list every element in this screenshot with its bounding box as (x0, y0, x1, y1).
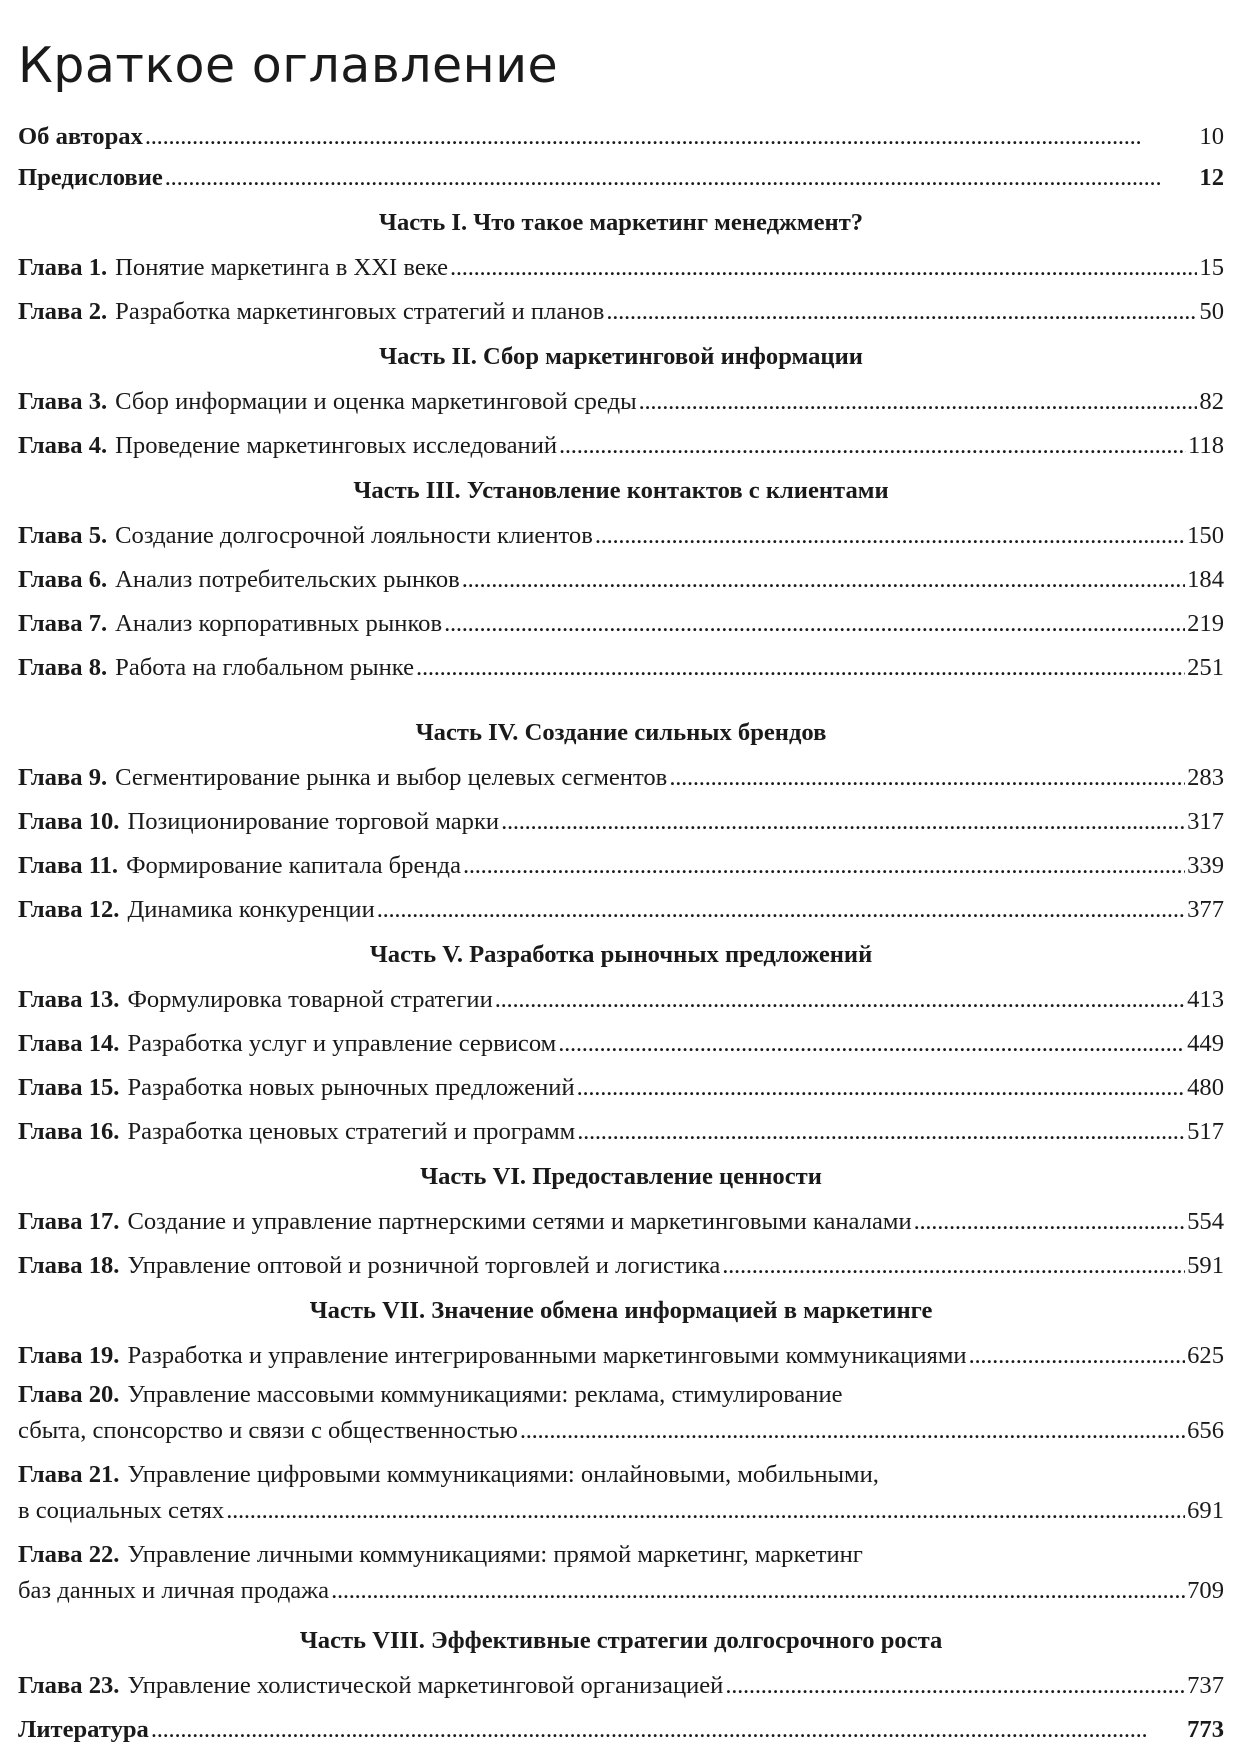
chapter-title: Анализ потребительских рынков (115, 566, 460, 593)
dot-leader (722, 1244, 1185, 1288)
part-heading: Часть I. Что такое маркетинг менеджмент? (378, 209, 864, 236)
chapter-title: Проведение маркетинговых исследований (115, 432, 558, 459)
chapter-label: Глава 23. (18, 1672, 120, 1699)
chapter-label: Глава 9. (18, 764, 108, 791)
entry-line-2 (18, 1492, 1224, 1530)
dot-leader (577, 1110, 1185, 1154)
part-heading: Часть III. Установление контактов с клиентами (353, 477, 889, 504)
toc-entry[interactable] (18, 844, 1224, 888)
toc-entry[interactable] (18, 1066, 1224, 1110)
toc-entry[interactable] (18, 756, 1224, 800)
toc-entry[interactable] (18, 1022, 1224, 1066)
chapter-title: Анализ корпоративных рынков (115, 610, 443, 637)
dot-leader (495, 978, 1185, 1022)
chapter-title: Сбор информации и оценка маркетинговой среды (115, 388, 637, 415)
toc-entry[interactable] (18, 1244, 1224, 1288)
chapter-title: Управление цифровыми коммуникациями: онлайновыми, мобильными, (127, 1461, 879, 1488)
toc-entry[interactable] (18, 1334, 1224, 1378)
chapter-title: Управление личными коммуникациями: прямой маркетинг, маркетинг (127, 1541, 863, 1568)
dot-leader (725, 1664, 1185, 1708)
dot-leader (669, 756, 1185, 800)
toc-entry[interactable] (18, 514, 1224, 558)
page-number: 656 (1187, 1417, 1224, 1444)
dot-leader (331, 1572, 1185, 1610)
entry-title: Предисловие (18, 164, 163, 191)
page-number: 625 (1187, 1342, 1224, 1369)
chapter-label: Глава 11. (18, 852, 119, 879)
dot-leader (165, 156, 1198, 200)
table-of-contents (18, 118, 1224, 1752)
dot-leader (577, 1066, 1186, 1110)
chapter-label: Глава 19. (18, 1342, 120, 1369)
toc-entry[interactable] (18, 646, 1224, 690)
page-number: 184 (1187, 566, 1224, 593)
entry-line-1 (18, 1458, 1224, 1492)
chapter-title: Формирование капитала бренда (126, 852, 461, 879)
toc-entry[interactable] (18, 1200, 1224, 1244)
toc-entry[interactable] (18, 118, 1224, 156)
part-heading: Часть VII. Значение обмена информацией в маркетинге (309, 1297, 933, 1324)
page-number: 737 (1187, 1672, 1224, 1699)
toc-entry[interactable] (18, 246, 1224, 290)
entry-title: Литература (18, 1716, 149, 1743)
chapter-title: Разработка ценовых стратегий и программ (127, 1118, 576, 1145)
part-heading: Часть VIII. Эффективные стратегии долгосрочного роста (299, 1627, 943, 1654)
dot-leader (462, 558, 1185, 602)
page-number: 413 (1187, 986, 1224, 1013)
chapter-label: Глава 7. (18, 610, 108, 637)
chapter-title: Разработка маркетинговых стратегий и планов (115, 298, 605, 325)
chapter-title-continued: в социальных сетях (18, 1497, 225, 1524)
page-number: 118 (1188, 432, 1224, 459)
chapter-label: Глава 2. (18, 298, 108, 325)
page-number: 709 (1187, 1577, 1224, 1604)
chapter-label: Глава 14. (18, 1030, 120, 1057)
toc-entry[interactable] (18, 290, 1224, 334)
page-number: 449 (1187, 1030, 1224, 1057)
page-number: 317 (1187, 808, 1224, 835)
page-number: 150 (1187, 522, 1224, 549)
chapter-label: Глава 3. (18, 388, 108, 415)
chapter-title-continued: сбыта, спонсорство и связи с общественностью (18, 1417, 518, 1444)
chapter-label: Глава 6. (18, 566, 108, 593)
page-number: 283 (1187, 764, 1224, 791)
chapter-label: Глава 1. (18, 254, 108, 281)
chapter-title: Разработка новых рыночных предложений (127, 1074, 575, 1101)
page-number: 517 (1187, 1118, 1224, 1145)
page-number: 82 (1199, 388, 1224, 415)
toc-entry[interactable] (18, 156, 1224, 200)
chapter-label: Глава 16. (18, 1118, 120, 1145)
page-number: 480 (1187, 1074, 1224, 1101)
toc-entry[interactable] (18, 888, 1224, 932)
page-number: 251 (1187, 654, 1224, 681)
chapter-title: Понятие маркетинга в XXI веке (115, 254, 448, 281)
toc-entry[interactable] (18, 380, 1224, 424)
chapter-title: Сегментирование рынка и выбор целевых сегментов (115, 764, 668, 791)
toc-entry[interactable] (18, 424, 1224, 468)
dot-leader (559, 424, 1186, 468)
chapter-title: Создание и управление партнерскими сетями и маркетинговыми каналами (127, 1208, 912, 1235)
entry-line-2 (18, 1412, 1224, 1450)
toc-entry[interactable] (18, 1708, 1224, 1752)
page-number: 591 (1187, 1252, 1224, 1279)
toc-entry[interactable] (18, 1664, 1224, 1708)
dot-leader (377, 888, 1185, 932)
chapter-label: Глава 12. (18, 896, 120, 923)
page-number: 773 (1187, 1716, 1224, 1743)
chapter-title: Работа на глобальном рынке (115, 654, 415, 681)
dot-leader (595, 514, 1185, 558)
toc-entry[interactable] (18, 602, 1224, 646)
chapter-title: Разработка услуг и управление сервисом (127, 1030, 557, 1057)
chapter-title: Управление оптовой и розничной торговлей и логистика (127, 1252, 721, 1279)
dot-leader (520, 1412, 1185, 1450)
dot-leader (606, 290, 1197, 334)
chapter-title: Управление холистической маркетинговой организацией (127, 1672, 724, 1699)
chapter-label: Глава 22. (18, 1541, 120, 1568)
chapter-title-continued: баз данных и личная продажа (18, 1577, 330, 1604)
chapter-label: Глава 13. (18, 986, 120, 1013)
dot-leader (151, 1708, 1185, 1752)
chapter-label: Глава 8. (18, 654, 108, 681)
entry-line-2 (18, 1572, 1224, 1610)
dot-leader (501, 800, 1185, 844)
part-heading: Часть VI. Предоставление ценности (420, 1163, 822, 1190)
chapter-title: Создание долгосрочной лояльности клиентов (115, 522, 593, 549)
chapter-label: Глава 18. (18, 1252, 120, 1279)
chapter-title: Управление массовыми коммуникациями: реклама, стимулирование (127, 1381, 843, 1408)
chapter-label: Глава 21. (18, 1461, 120, 1488)
entry-title: Об авторах (18, 123, 143, 150)
page-number: 377 (1187, 896, 1224, 923)
dot-leader (463, 844, 1185, 888)
chapter-title: Разработка и управление интегрированными маркетинговыми коммуникациями (127, 1342, 967, 1369)
part-heading: Часть V. Разработка рыночных предложений (369, 941, 873, 968)
chapter-label: Глава 10. (18, 808, 120, 835)
chapter-title: Позиционирование торговой марки (127, 808, 500, 835)
dot-leader (145, 118, 1198, 156)
page-number: 554 (1187, 1208, 1224, 1235)
page-number: 12 (1199, 164, 1224, 191)
dot-leader (969, 1334, 1186, 1378)
toc-entry[interactable] (18, 1378, 1224, 1458)
page-number: 15 (1199, 254, 1224, 281)
toc-entry[interactable] (18, 800, 1224, 844)
entry-line-1 (18, 1378, 1224, 1412)
dot-leader (226, 1492, 1185, 1530)
chapter-label: Глава 17. (18, 1208, 120, 1235)
page-title: Краткое оглавление (18, 36, 559, 94)
part-heading: Часть IV. Создание сильных брендов (415, 719, 827, 746)
entry-line-1 (18, 1538, 1224, 1572)
page-number: 219 (1187, 610, 1224, 637)
page-number: 10 (1199, 123, 1224, 150)
part-heading: Часть II. Сбор маркетинговой информации (379, 343, 863, 370)
toc-entry[interactable] (18, 978, 1224, 1022)
page-number: 339 (1187, 852, 1224, 879)
dot-leader (558, 1022, 1185, 1066)
chapter-label: Глава 20. (18, 1381, 120, 1408)
chapter-label: Глава 15. (18, 1074, 120, 1101)
dot-leader (914, 1200, 1186, 1244)
toc-entry[interactable] (18, 1110, 1224, 1154)
page-number: 50 (1199, 298, 1224, 325)
dot-leader (639, 380, 1198, 424)
toc-entry[interactable] (18, 558, 1224, 602)
chapter-label: Глава 5. (18, 522, 108, 549)
dot-leader (444, 602, 1185, 646)
chapter-title: Динамика конкуренции (127, 896, 375, 923)
page-number: 691 (1187, 1497, 1224, 1524)
toc-entry[interactable] (18, 1458, 1224, 1538)
dot-leader (416, 646, 1185, 690)
chapter-title: Формулировка товарной стратегии (127, 986, 493, 1013)
chapter-label: Глава 4. (18, 432, 108, 459)
dot-leader (450, 246, 1197, 290)
toc-entry[interactable] (18, 1538, 1224, 1618)
